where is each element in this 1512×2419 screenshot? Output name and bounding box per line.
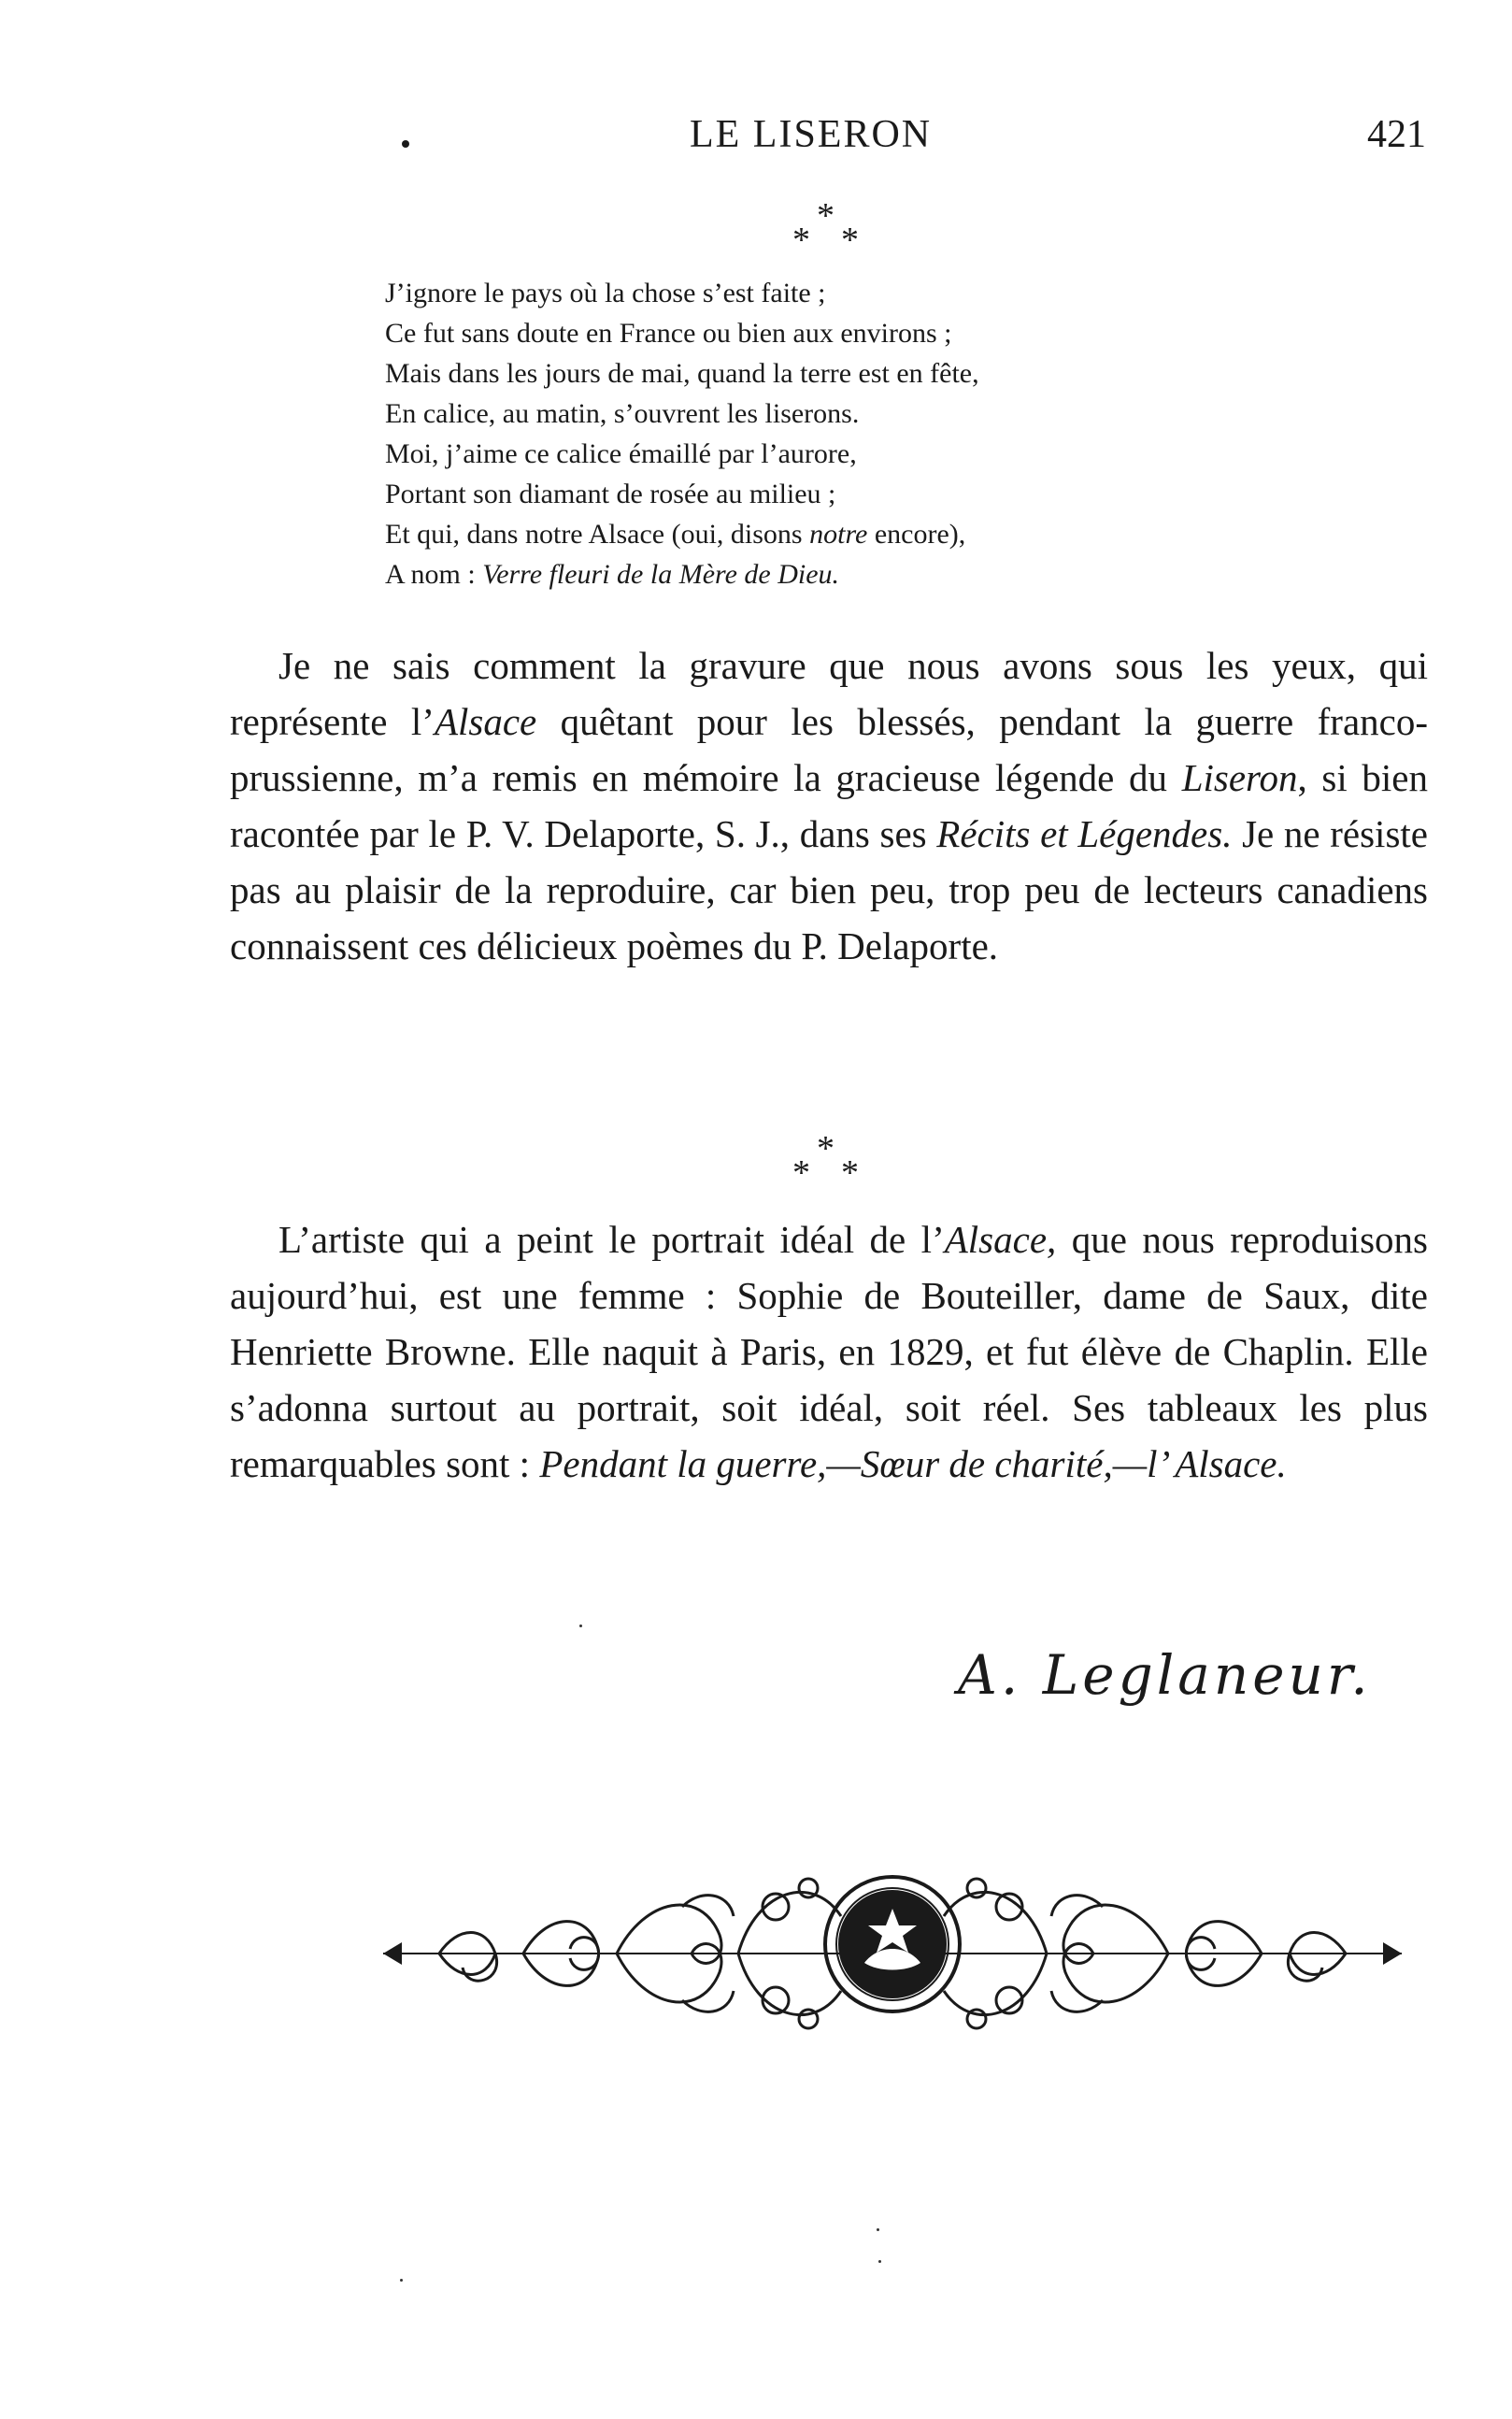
italic-run: Alsace, xyxy=(944,1218,1057,1261)
asterism-top xyxy=(776,198,888,264)
poem-line xyxy=(385,554,1282,594)
poem-italic: notre xyxy=(809,519,868,550)
text-run: quêtant pour les blessés, pendant la guerre franco-prussienne, m’a remis en mémoire la gracieuse légende du xyxy=(230,700,1428,799)
text-run: Je ne résiste pas au plaisir de la reproduire, car bien peu, trop peu de lecteurs canadiens connaissent ces délicieux poèmes du P. Delaporte. xyxy=(230,812,1428,967)
poem-text: encore), xyxy=(867,519,966,550)
running-head: LE LISERON xyxy=(690,113,933,156)
poem-line: J’ignore le pays où la chose s’est faite ; xyxy=(385,278,826,308)
poem-italic: Verre fleuri de la Mère de Dieu. xyxy=(482,559,840,590)
asterism-star: * xyxy=(841,1153,859,1193)
paragraph-text xyxy=(230,1211,1428,1492)
italic-run: Pendant la guerre,—Sœur de charité,—l’ Alsace. xyxy=(539,1442,1287,1485)
poem-text: A nom : xyxy=(385,559,483,590)
poem-line: Moi, j’aime ce calice émaillé par l’aurore, xyxy=(385,438,857,469)
paper-speck xyxy=(877,2228,879,2231)
paper-speck xyxy=(579,1625,582,1627)
poem-line: En calice, au matin, s’ouvrent les liserons. xyxy=(385,398,860,429)
italic-run: Récits et Légendes. xyxy=(936,812,1233,855)
paragraph-text xyxy=(230,637,1428,974)
asterism-middle xyxy=(776,1131,888,1196)
text-run: Je ne sais comment la gravure que nous avons sous les yeux, qui représente l’ xyxy=(230,644,1428,743)
text-run: que nous reproduisons aujourd’hui, est une femme : Sophie de Bouteiller, dame de Saux, dite Henriette Browne. Elle naquit à Paris, en 1829, et fut élève de Chaplin. Elle s’adonna surtout au portrait, soit idéal, soit réel. Ses tableaux les plus remarquables sont : xyxy=(230,1218,1428,1485)
floral-tailpiece-icon xyxy=(383,1851,1402,2038)
asterism-star: * xyxy=(792,221,810,260)
paper-speck xyxy=(878,2260,881,2263)
poem-line: Portant son diamant de rosée au milieu ; xyxy=(385,479,836,509)
poem-line: Ce fut sans doute en France ou bien aux environs ; xyxy=(385,318,952,349)
page-number: 421 xyxy=(1367,113,1426,156)
poem xyxy=(385,273,1282,594)
paper-speck xyxy=(400,2279,403,2282)
poem-line: Mais dans les jours de mai, quand la terre est en fête, xyxy=(385,358,979,389)
text-run: L’artiste qui a peint le portrait idéal de l’ xyxy=(278,1218,945,1261)
asterism-star: * xyxy=(817,196,834,236)
italic-run: Alsace xyxy=(434,700,537,743)
asterism-star: * xyxy=(817,1129,834,1168)
poem-line xyxy=(385,514,1282,554)
header-dot xyxy=(402,140,409,148)
paragraph-1 xyxy=(230,637,1428,974)
asterism-star: * xyxy=(841,221,859,260)
italic-run: Liseron xyxy=(1181,756,1298,799)
text-run: , si bien racontée par le P. V. Delaporte, S. J., dans ses xyxy=(230,756,1428,855)
poem-text: Et qui, dans notre Alsace (oui, disons xyxy=(385,519,810,550)
signature: A. Leglaneur. xyxy=(958,1643,1372,1707)
asterism-star: * xyxy=(792,1153,810,1193)
paragraph-2 xyxy=(230,1211,1428,1492)
